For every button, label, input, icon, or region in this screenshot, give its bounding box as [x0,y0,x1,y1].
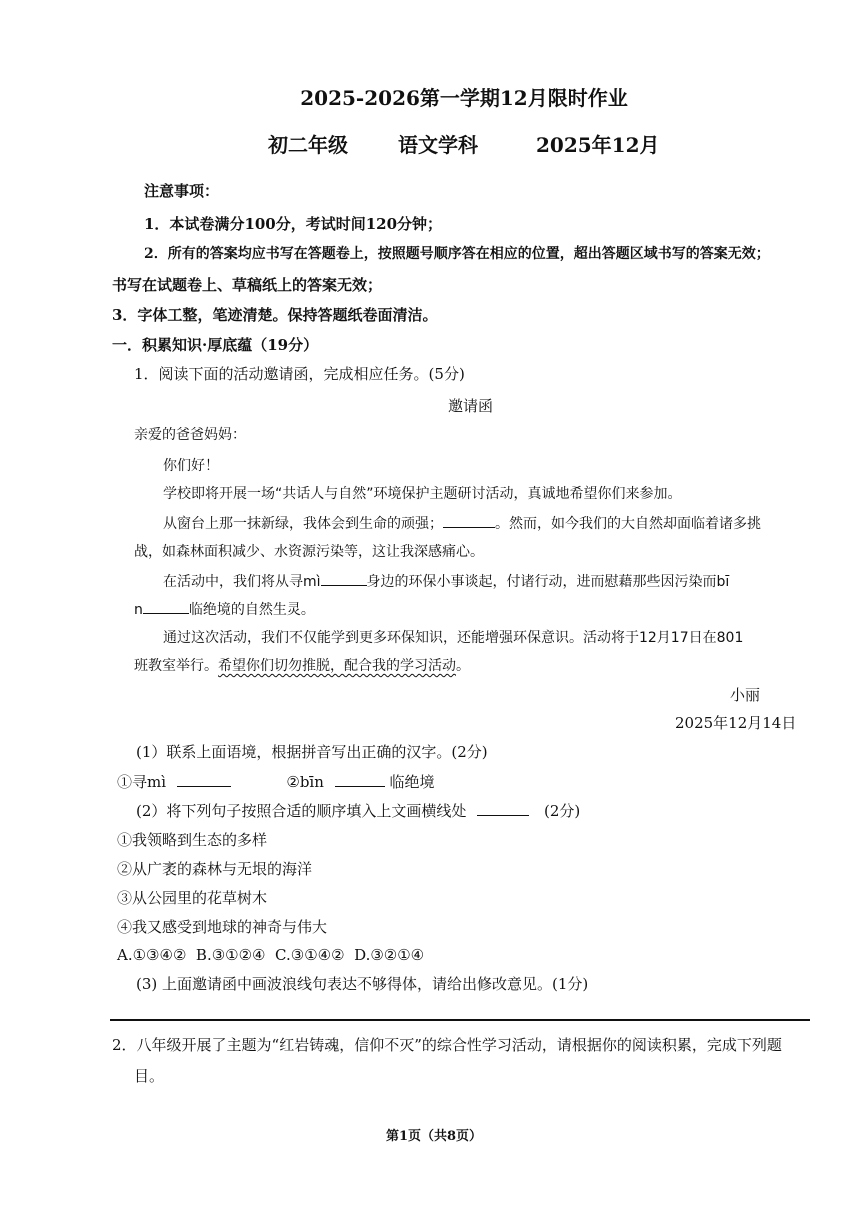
p2-text-a: 从窗台上那一抹新绿，我体会到生命的顽强； [163,516,443,532]
option-3: ③从公园里的花草树木 [117,889,268,907]
p4-text-b: 班教室举行。 [134,658,218,674]
invitation-greeting: 你们好！ [163,458,219,474]
invitation-paragraph-1: 学校即将开展一场“共话人与自然”环境保护主题研讨活动，真诚地希望你们来参加。 [163,486,682,502]
invitation-paragraph-3 [163,571,729,592]
section-heading: 一．积累知识·厚底蕴（19分） [112,336,319,354]
answer-b-tail: 临绝境 [389,773,435,791]
p2-text-b: 。然而，如今我们的大自然却面临着诸多挑 [495,516,761,532]
wavy-underlined-sentence: 希望你们切勿推脱，配合我的学习活动 [218,658,456,674]
exam-title: 2025-2026第一学期12月限时作业 [300,86,628,110]
invitation-paragraph-2-cont: 战，如森林面积减少、水资源污染等，这让我深感痛心。 [134,544,484,560]
page-number: 第1页（共8页） [385,1129,483,1144]
exam-date: 2025年12月 [536,133,660,157]
s2-score: (2分) [543,802,581,820]
pinyin-blank-2 [143,599,189,614]
subquestion-2-prompt [136,801,580,821]
pinyin-blank-1 [321,571,367,586]
p3-text-b: 身边的环保小事谈起，付诸行动，进而慰藉那些因污染而bī [366,574,730,590]
invitation-title: 邀请函 [448,397,494,415]
subject-label: 语文学科 [398,133,478,157]
sentence-fill-blank [443,513,495,528]
notice-item-3: 3．字体工整，笔迹清楚。保持答题纸卷面清洁。 [112,306,438,324]
subquestion-3-prompt: (3) 上面邀请函中画波浪线句表达不够得体，请给出修改意见。(1分) [136,975,589,993]
notice-heading: 注意事项： [144,182,220,200]
invitation-paragraph-2 [163,513,761,534]
subquestion-1-answers [117,772,434,792]
p3-text-a: 在活动中，我们将从寻mì [163,574,321,590]
question-2-line-1: 2．八年级开展了主题为“红岩铸魂，信仰不灭”的综合性学习活动，请根据你的阅读积累，完成下列题 [112,1036,782,1054]
subquestion-1-prompt: (1）联系上面语境，根据拼音写出正确的汉字。(2分) [136,743,488,761]
question-1-prompt: 1．阅读下面的活动邀请函，完成相应任务。(5分) [134,365,465,383]
divider-line [110,1019,810,1021]
answer-a-blank [177,772,231,787]
invitation-paragraph-4: 通过这次活动，我们不仅能学到更多环保知识，还能增强环保意识。活动将于12月17日在801 [163,630,744,646]
p3-text-c: n [134,602,143,618]
order-answer-blank [477,801,529,816]
invitation-salutation: 亲爱的爸爸妈妈： [134,427,246,443]
s2-prompt-text: (2）将下列句子按照合适的顺序填入上文画横线处 [136,802,467,820]
option-2: ②从广袤的森林与无垠的海洋 [117,860,313,878]
invitation-date: 2025年12月14日 [675,714,797,732]
option-1: ①我领略到生态的多样 [117,831,268,849]
option-4: ④我又感受到地球的神奇与伟大 [117,918,328,936]
answer-b-label: ②bīn [286,773,324,791]
invitation-signature: 小丽 [730,686,761,704]
notice-item-2: 2．所有的答案均应书写在答题卷上，按照题号顺序答在相应的位置，超出答题区域书写的答案无效； [144,246,770,262]
p4-text-end: 。 [456,658,470,674]
invitation-paragraph-4-cont [134,656,470,676]
grade-label: 初二年级 [268,133,348,157]
question-2-line-2: 目。 [134,1067,165,1085]
invitation-paragraph-3-cont [134,599,315,620]
notice-item-1: 1．本试卷满分100分，考试时间120分钟； [144,215,443,233]
answer-a-label: ①寻mì [117,773,167,791]
notice-item-2-cont: 书写在试题卷上、草稿纸上的答案无效； [112,276,383,294]
answer-choices: A.①③④② B.③①②④ C.③①④② D.③②①④ [117,946,425,964]
answer-b-blank [335,772,385,787]
p3-text-d: 临绝境的自然生灵。 [188,602,315,618]
